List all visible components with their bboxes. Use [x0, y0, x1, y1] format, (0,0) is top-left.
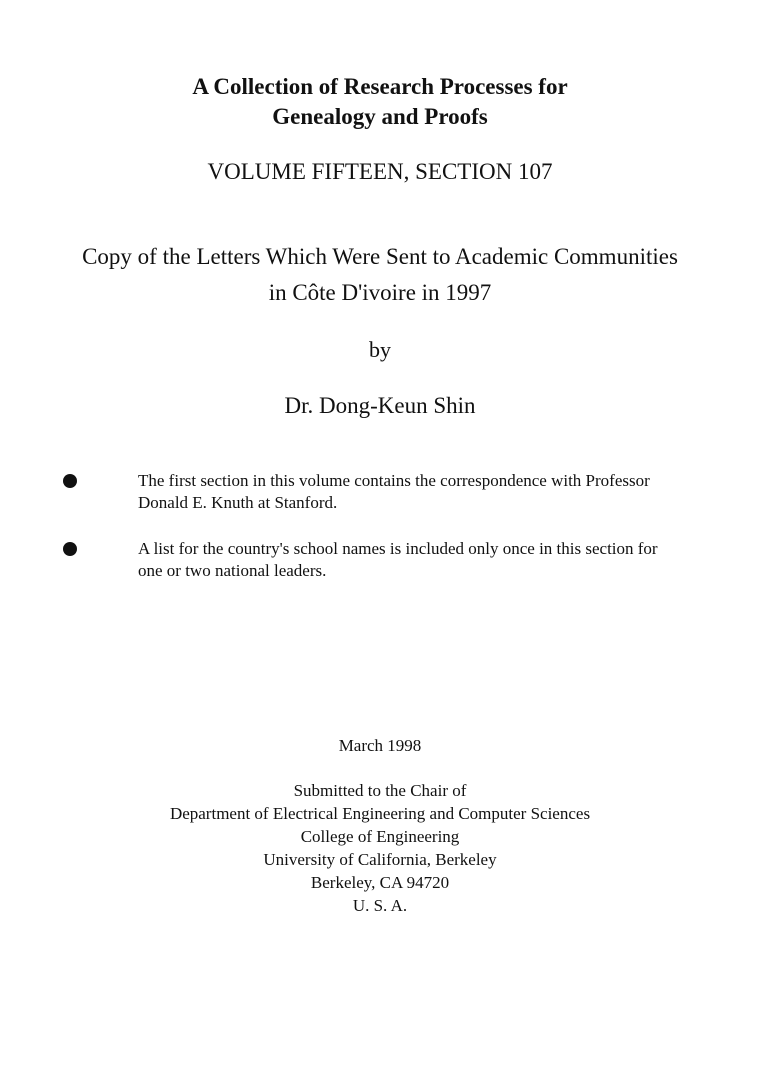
subtitle-line-1: Copy of the Letters Which Were Sent to Academic Communities: [82, 244, 678, 269]
bullet-text-1: [138, 470, 718, 514]
title-line-2: Genealogy and Proofs: [272, 104, 488, 129]
submission-line-3: College of Engineering: [300, 827, 460, 846]
document-date: March 1998: [338, 736, 422, 755]
bullet-text-2: [138, 538, 718, 582]
submission-line-6: U. S. A.: [352, 896, 408, 915]
submission-line-1: Submitted to the Chair of: [293, 781, 467, 800]
submission-line-5: Berkeley, CA 94720: [310, 873, 450, 892]
bullet-2-line-2: one or two national leaders.: [138, 561, 327, 580]
author-name: Dr. Dong-Keun Shin: [284, 393, 476, 418]
bullet-1-line-2: Donald E. Knuth at Stanford.: [138, 493, 338, 512]
bullet-dot-icon: [63, 474, 77, 488]
subtitle-line-2: in Côte D'ivoire in 1997: [268, 280, 492, 305]
volume-section: VOLUME FIFTEEN, SECTION 107: [207, 159, 553, 184]
submission-line-4: University of California, Berkeley: [263, 850, 497, 869]
bullet-dot-icon: [63, 542, 77, 556]
title-line-1: A Collection of Research Processes for: [192, 74, 568, 99]
submission-block: [0, 779, 760, 917]
bullet-2-line-1: A list for the country's school names is included only once in this section for: [138, 539, 658, 558]
bullet-1-line-1: The first section in this volume contains the correspondence with Professor: [138, 471, 650, 490]
submission-line-2: Department of Electrical Engineering and Computer Sciences: [169, 804, 591, 823]
by-label: by: [369, 337, 391, 362]
